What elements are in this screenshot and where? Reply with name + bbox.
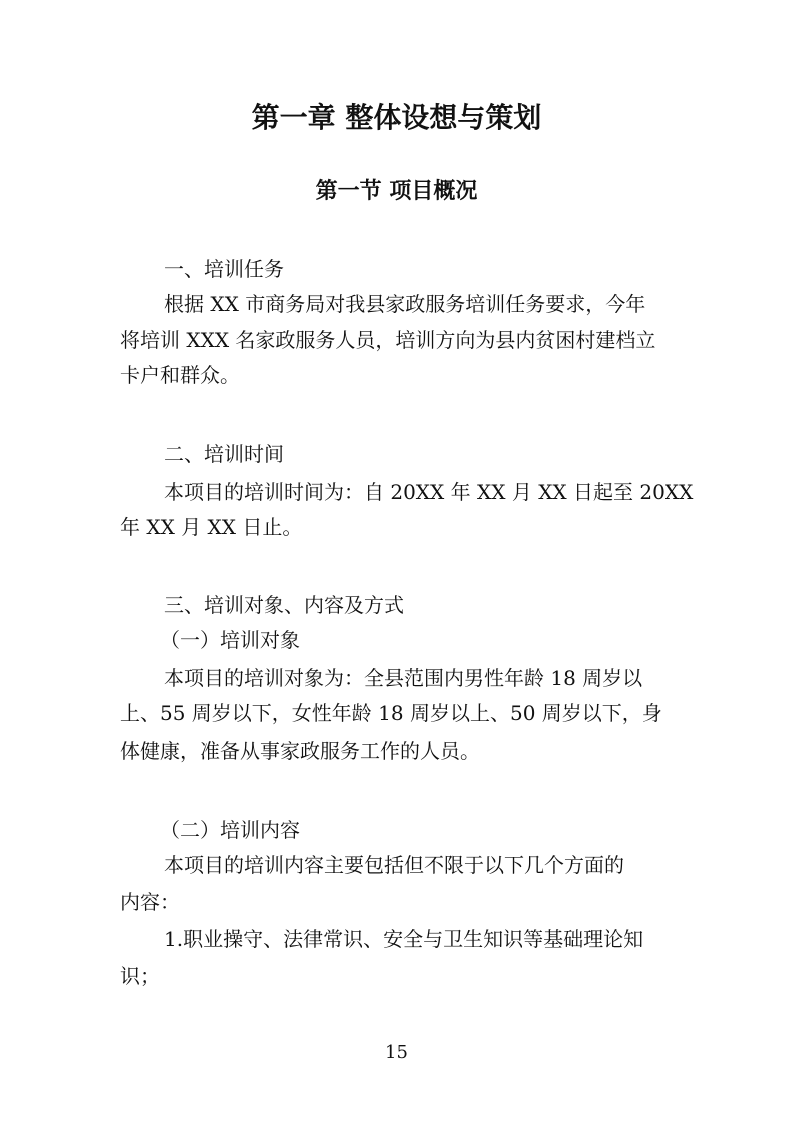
task-heading: 一、培训任务	[164, 257, 284, 281]
paragraph-line: 卡户和群众。	[120, 363, 240, 387]
page-number: 15	[385, 1042, 408, 1063]
paragraph-line: 本项目的培训内容主要包括但不限于以下几个方面的	[164, 853, 624, 877]
paragraph-line: 上、55 周岁以下，女性年龄 18 周岁以上、50 周岁以下，身	[120, 701, 662, 725]
paragraph-line: 本项目的培训对象为：全县范围内男性年龄 18 周岁以	[164, 666, 643, 690]
subsection-heading: （二）培训内容	[160, 818, 300, 842]
paragraph-line: 将培训 XXX 名家政服务人员，培训方向为县内贫困村建档立	[120, 328, 656, 352]
chapter-title: 第一章 整体设想与策划	[251, 101, 542, 134]
paragraph-line: 内容：	[120, 890, 180, 914]
target-heading: 三、培训对象、内容及方式	[164, 593, 404, 617]
subsection-heading: （一）培训对象	[160, 628, 300, 652]
paragraph-line: 年 XX 月 XX 日止。	[120, 515, 303, 539]
paragraph-line: 本项目的培训时间为：自 20XX 年 XX 月 XX 日起至 20XX	[164, 480, 694, 504]
paragraph-line: 体健康，准备从事家政服务工作的人员。	[120, 739, 480, 763]
paragraph-line: 根据 XX 市商务局对我县家政服务培训任务要求，今年	[164, 292, 646, 316]
paragraph-line: 识；	[120, 964, 160, 988]
section-title: 第一节 项目概况	[315, 178, 478, 204]
time-heading: 二、培训时间	[164, 442, 284, 466]
list-item: 1.职业操守、法律常识、安全与卫生知识等基础理论知	[164, 927, 644, 951]
